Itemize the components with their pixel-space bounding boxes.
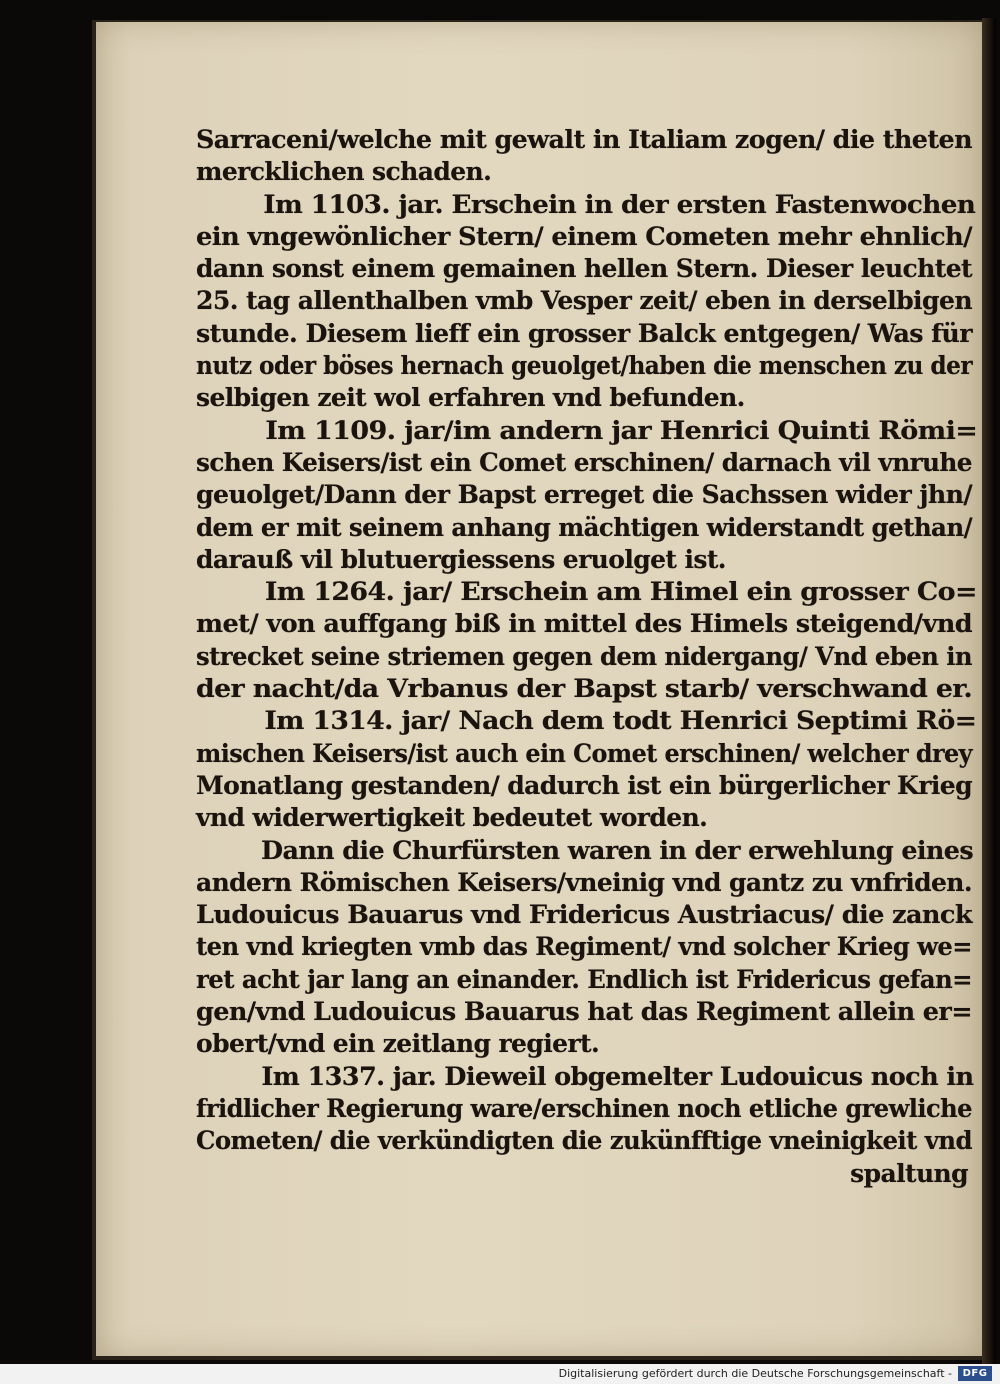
- page-text: [196, 124, 976, 1190]
- text-line: schen Keisers/ist ein Comet erschinen/ darnach vil vnruhe: [196, 447, 972, 477]
- text-line: ein vngewönlicher Stern/ einem Cometen mehr ehnlich/: [196, 221, 972, 251]
- text-line: Cometen/ die verkündigten die zukünfftige vneinigkeit vnd: [196, 1126, 972, 1156]
- text-line: dem er mit seinem anhang mächtigen widerstandt gethan/: [196, 512, 972, 542]
- text-line: obert/vnd ein zeitlang regiert.: [196, 1029, 600, 1059]
- text-line: Dann die Churfürsten waren in der erwehlung eines: [261, 835, 974, 865]
- text-line: Sarraceni/welche mit gewalt in Italiam zogen/ die theten: [196, 125, 972, 154]
- text-line: Im 1103. jar. Erschein in der ersten Fastenwochen: [263, 189, 976, 219]
- text-line: Ludouicus Bauarus vnd Fridericus Austriacus/ die zanck: [196, 900, 972, 930]
- catchword: spaltung: [850, 1158, 968, 1188]
- text-line: strecket seine striemen gegen dem nidergang/ Vnd eben in: [196, 641, 972, 671]
- text-line: fridlicher Regierung ware/erschinen noch etliche grewliche: [196, 1093, 972, 1123]
- text-line: nutz oder böses hernach geuolget/haben die menschen zu der: [196, 351, 973, 381]
- text-line: met/ von auffgang biß in mittel des Himels steigend/vnd: [196, 609, 972, 639]
- text-line: gen/vnd Ludouicus Bauarus hat das Regiment allein er=: [196, 997, 972, 1027]
- text-line: geuolget/Dann der Bapst erreget die Sachssen wider jhn/: [196, 480, 972, 510]
- text-line: Im 1109. jar/im andern jar Henrici Quinti Römi=: [265, 415, 978, 445]
- text-line: selbigen zeit wol erfahren vnd befunden.: [196, 383, 745, 413]
- text-line: dann sonst einem gemainen hellen Stern. Dieser leuchtet: [196, 254, 973, 284]
- text-line: stunde. Diesem lieff ein grosser Balck entgegen/ Was für: [196, 318, 973, 348]
- text-line: Im 1337. jar. Dieweil obgemelter Ludouicus noch in: [261, 1061, 974, 1091]
- text-line: mischen Keisers/ist auch ein Comet erschinen/ welcher drey: [196, 738, 972, 768]
- text-line: mercklichen schaden.: [196, 157, 492, 187]
- text-line: Im 1314. jar/ Nach dem todt Henrici Septimi Rö=: [264, 706, 977, 736]
- text-line: der nacht/da Vrbanus der Bapst starb/ verschwand er.: [196, 674, 973, 704]
- text-line: Monatlang gestanden/ dadurch ist ein bürgerlicher Krieg: [196, 770, 973, 800]
- text-line: 25. tag allenthalben vmb Vesper zeit/ eben in derselbigen: [196, 286, 972, 316]
- text-line: vnd widerwertigkeit bedeutet worden.: [196, 803, 708, 833]
- text-line: ret acht jar lang an einander. Endlich ist Fridericus gefan=: [196, 964, 973, 994]
- text-line: darauß vil blutuergiessens eruolget ist.: [196, 544, 726, 574]
- text-line: Im 1264. jar/ Erschein am Himel ein grosser Co=: [264, 577, 977, 607]
- footer-credit: Digitalisierung gefördert durch die Deutsche Forschungsgemeinschaft -: [558, 1367, 952, 1380]
- text-line: andern Römischen Keisers/vneinig vnd gantz zu vnfriden.: [196, 867, 972, 897]
- dfg-logo: DFG: [958, 1366, 992, 1381]
- text-line: ten vnd kriegten vmb das Regiment/ vnd solcher Krieg we=: [196, 932, 973, 962]
